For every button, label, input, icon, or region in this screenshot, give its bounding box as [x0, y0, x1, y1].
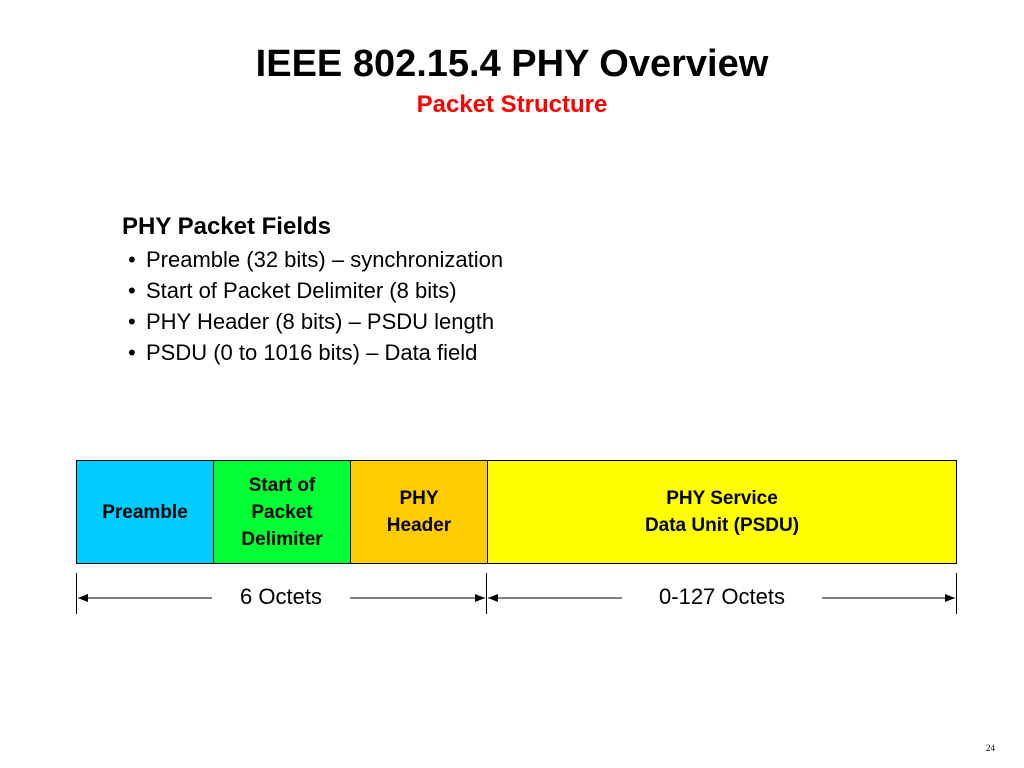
slide-subtitle: Packet Structure	[416, 91, 608, 118]
list-item	[122, 337, 503, 368]
page-number: 24	[986, 743, 995, 753]
list-item	[122, 244, 503, 275]
fields-list	[122, 244, 503, 368]
packet-structure-diagram	[76, 460, 957, 564]
phy-packet-fields	[122, 210, 503, 368]
octet-span-ruler	[0, 568, 1024, 618]
phy-header-field: PHY Header	[351, 461, 488, 563]
bullet-icon: •	[128, 278, 136, 303]
fields-heading: PHY Packet Fields	[122, 213, 331, 240]
list-item-text: PHY Header (8 bits) – PSDU length	[146, 309, 495, 334]
list-item-text: Preamble (32 bits) – synchronization	[146, 247, 504, 272]
span-label-psdu: 0-127 Octets	[622, 583, 822, 611]
bullet-icon: •	[128, 309, 136, 334]
list-item-text: PSDU (0 to 1016 bits) – Data field	[146, 340, 478, 365]
slide-title: IEEE 802.15.4 PHY Overview	[255, 43, 769, 85]
list-item	[122, 275, 503, 306]
bullet-icon: •	[128, 340, 136, 365]
start-of-packet-delimiter-field: Start of Packet Delimiter	[214, 461, 351, 563]
span-label-header: 6 Octets	[212, 583, 350, 611]
bullet-icon: •	[128, 247, 136, 272]
preamble-field: Preamble	[77, 461, 214, 563]
list-item	[122, 306, 503, 337]
list-item-text: Start of Packet Delimiter (8 bits)	[146, 278, 457, 303]
psdu-field: PHY Service Data Unit (PSDU)	[488, 461, 956, 563]
